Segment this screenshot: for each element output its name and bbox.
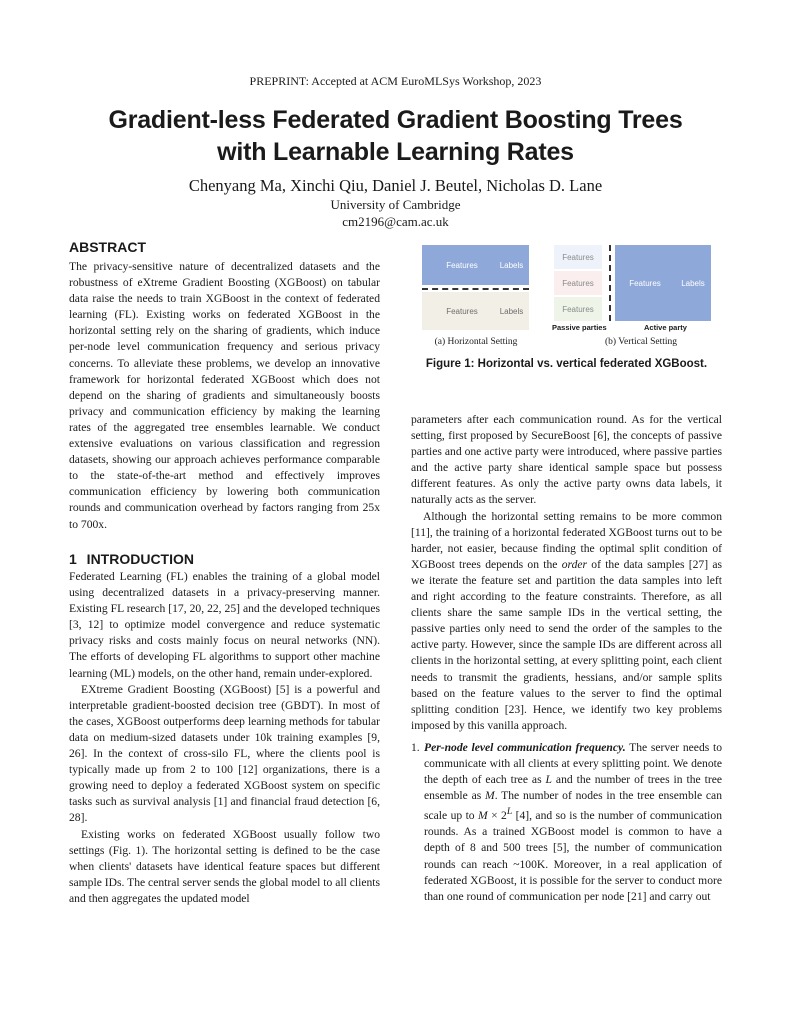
subcaption-a: (a) Horizontal Setting (434, 337, 518, 347)
right-column-body (411, 412, 722, 734)
vertical-divider (609, 245, 611, 321)
intro-paragraph-1: Federated Learning (FL) enables the training of a global model using decentralized datasets in a privacy-preserving manner. Existing FL research [17, 20, 22, 25] and the developed techniques [3, 12] to optimize model convergence and reduce systematic privacy risks and costs mainly focus on neural networks (NN). The efforts of developing FL algorithms to support other machine learning (ML) models, on the other hand, remain under-explored. (69, 570, 380, 680)
horizontal-divider (422, 288, 529, 290)
list-body: Per-node level communication frequency. The server needs to communicate with all clients at every splitting point. We denote the depth of each tree as L and the number of trees in the tree ensemble as M. The number of nodes in the tree ensemble can scale up to $M \times 2^L$ [4], and so is the number of communication rounds. As a trained XGBoost model is common to have a depth of 8 and 500 trees [5], the number of communication rounds can reach ~100K. Moreover, in a real application of federated XGBoost, it is possible for the server to conduct more than one round of communication per node [21] and carry out (424, 741, 722, 903)
active-party-label: Active party (644, 323, 687, 332)
horizontal-features-bottom: Features (422, 292, 502, 330)
vertical-features-passive-3: Features (554, 297, 602, 321)
vertical-features-active: Features (615, 245, 675, 321)
abstract-body (69, 259, 380, 533)
intro-body (69, 569, 380, 907)
subcaption-b: (b) Vertical Setting (604, 337, 678, 347)
list-item (411, 740, 722, 905)
abstract-heading: ABSTRACT (69, 239, 146, 255)
authors: Chenyang Ma, Xinchi Qiu, Daniel J. Beutel, Nicholas D. Lane (188, 176, 603, 195)
vertical-features-passive-2: Features (554, 271, 602, 295)
title-line-2: with Learnable Learning Rates (217, 138, 574, 166)
title-line-1: Gradient-less Federated Gradient Boosting Trees (108, 106, 683, 134)
list-number: 1. (411, 741, 420, 754)
vertical-features-passive-1: Features (554, 245, 602, 269)
paper-title (40, 104, 751, 168)
passive-parties-label: Passive parties (552, 323, 607, 332)
figure-1 (411, 242, 722, 352)
intro-paragraph-2: EXtreme Gradient Boosting (XGBoost) [5] is a powerful and interpretable gradient-boosted decision tree (GBDT). In most of the cases, XGBoost outperforms deep learning methods for tabular data on medium-sized datasets under 10k training examples [9, 26]. In the context of cross-silo FL, where the clients pool is typically made up from 2 to 100 [12] organizations, there is a growing need to deploy a federated XGBoost system on specific tasks such as survival analysis [1] and financial fraud detection [6, 28]. (69, 682, 380, 825)
horizontal-features-top: Features (422, 245, 502, 285)
abstract-text: The privacy-sensitive nature of decentralized datasets and the robustness of eXtreme Gradient Boosting (XGBoost) on tabular data raise the needs to train XGBoost in the context of federated learning (FL). Existing works on federated XGBoost in the horizontal setting rely on the sharing of gradients, which induce per-node level communication frequency and serious privacy concerns. To alleviate these problems, we develop an innovative framework for horizontal federated XGBoost which does not depend on the sharing of gradients and simultaneously boosts privacy and communication efficiency by making the learning rates of the aggregated tree ensembles learnable. We conduct extensive evaluations on various classification and regression datasets, showing our approach achieves performance comparable to the state-of-the-art method and effectively improves communication efficiency by lowering both communication rounds and communication overhead by factors ranging from 25x to 700x. (69, 260, 380, 531)
horizontal-labels-top: Labels (494, 245, 529, 285)
intro-paragraph-3: Existing works on federated XGBoost usually follow two settings (Fig. 1). The horizontal setting is defined to be the case when clients' datasets have identical feature spaces but different sample IDs. The central server sends the global model to all clients and then aggregates the updated model (69, 827, 380, 905)
vertical-labels-active: Labels (675, 245, 711, 321)
affiliation: University of Cambridge (330, 197, 461, 212)
right-paragraph-1: parameters after each communication round. As for the vertical setting, first proposed by SecureBoost [6], the concepts of passive parties and one active party were introduced, where passive parties and the active party share identical sample space but possess different features. As only the active party owns data labels, it naturally acts as the server. (411, 413, 722, 507)
email: cm2196@cam.ac.uk (342, 214, 449, 229)
intro-heading: 1 INTRODUCTION (69, 551, 194, 567)
horizontal-labels-bottom: Labels (494, 292, 529, 330)
problem-list (411, 740, 722, 905)
preprint-note: PREPRINT: Accepted at ACM EuroMLSys Workshop, 2023 (249, 74, 542, 88)
figure-caption: Figure 1: Horizontal vs. vertical federated XGBoost. (425, 358, 708, 370)
right-paragraph-2: Although the horizontal setting remains to be more common [11], the training of a horizontal federated XGBoost turns out to be harder, not easier, because finding the optimal split condition of XGBoost trees depends on the order of the data samples [27] as we iterate the feature set and partition the data samples into left and right according to the feature constraints. Therefore, as all clients share the same sample IDs in the vertical setting, the passive parties only need to send the order of the samples to the active party. However, since the sample IDs are different across all clients in the horizontal setting, at every splitting point, each client needs to transmit the gradients, hessians, and/or sample splits based on the feature values to the server to find the optimal splitting condition [23]. Hence, we identify two key problems imposed by this vanilla approach. (411, 509, 722, 732)
